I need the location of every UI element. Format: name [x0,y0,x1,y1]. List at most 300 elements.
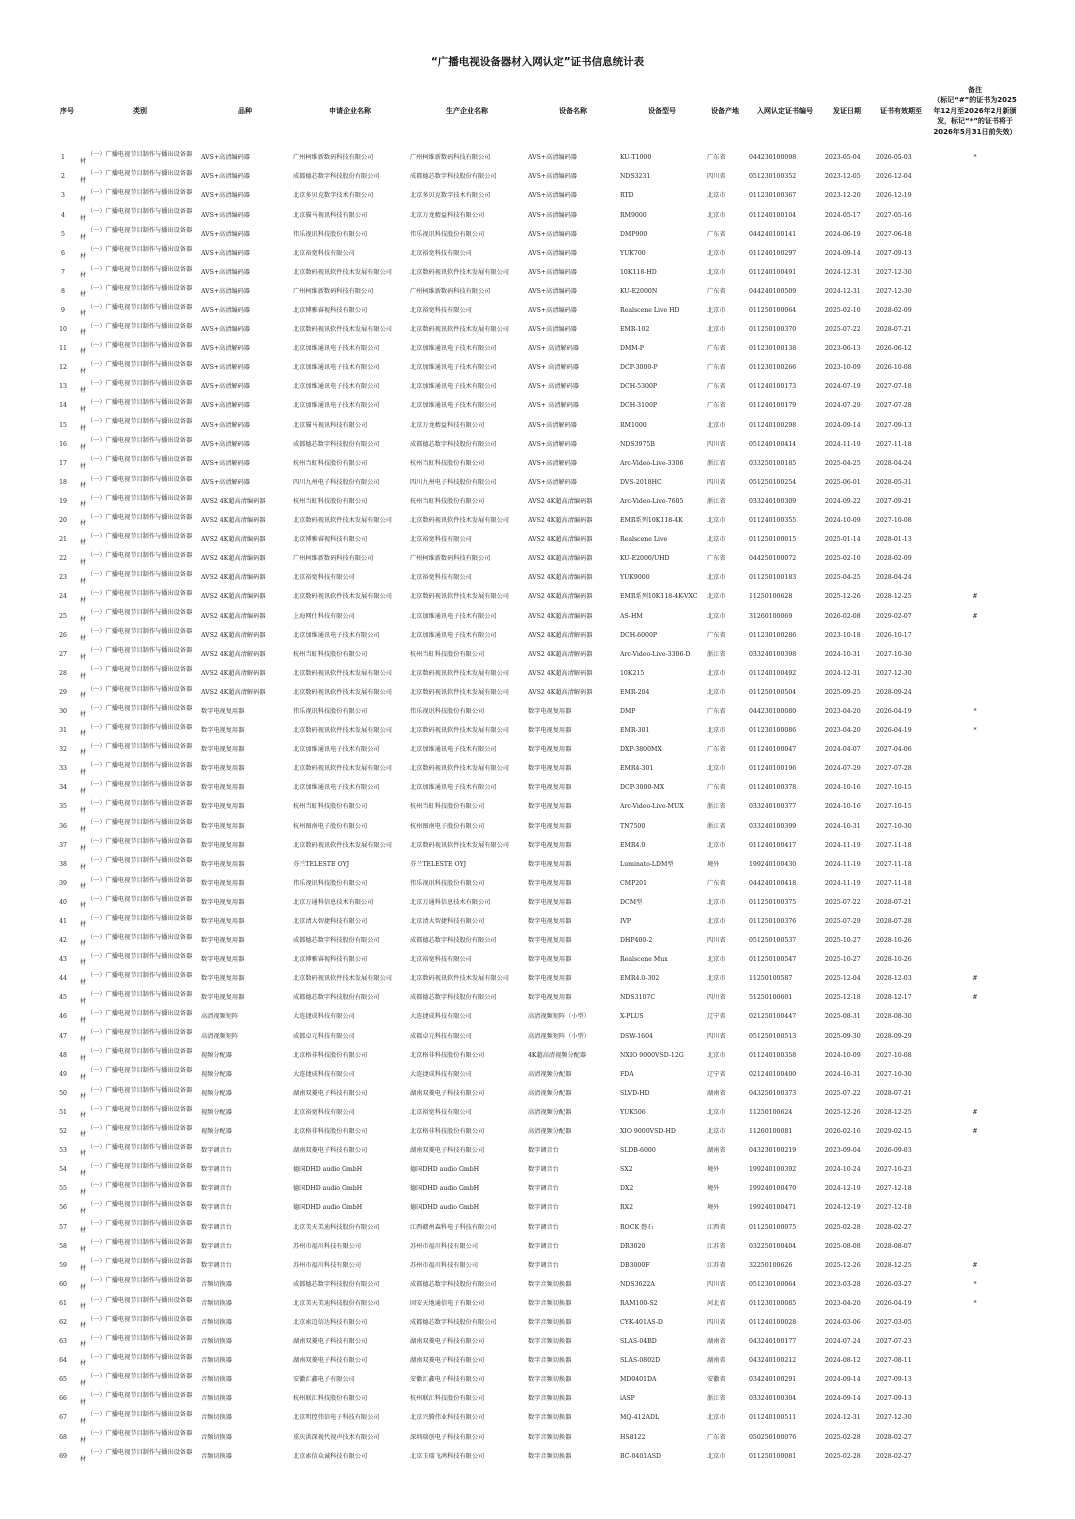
row-cert-no: 051250100513 [749,1032,797,1040]
table-row [0,168,1075,187]
row-device: AVS+高清编码器 [528,326,577,334]
row-device: AVS+ 高清解码器 [528,402,579,410]
header-no: 序号 [60,107,74,115]
row-issue-date: 2025-07-22 [825,1089,861,1097]
row-no: 37 [59,841,67,849]
row-applicant: 北京数码视讯软件技术发展有限公司 [293,727,392,735]
row-variety: AVS+高清编码器 [201,154,250,162]
table-row [0,607,1075,626]
row-origin: 广东省 [707,746,726,754]
row-variety: 音频切换器 [201,1452,232,1460]
row-category: （一）广播电视节目制作与播出设备器材 [80,895,193,910]
row-cert-no: 011250100183 [749,574,797,582]
row-device: 数字调音台 [528,1147,559,1155]
row-cert-no: 11250100624 [749,1108,793,1116]
table-row [0,340,1075,359]
row-device: 数字音频切换器 [528,1376,572,1384]
row-issue-date: 2025-12-18 [825,994,861,1002]
row-remark: # [972,1108,978,1116]
row-applicant: 大连捷成科技有限公司 [293,1070,355,1078]
row-origin: 辽宁省 [707,1013,726,1021]
row-model: DVS-2018HC [620,478,662,486]
row-model: NDS3622A [620,1280,655,1288]
row-issue-date: 2025-09-30 [825,1032,861,1040]
row-category: （一）广播电视节目制作与播出设备器材 [80,1029,193,1043]
row-variety: 视频分配器 [201,1108,232,1116]
row-no: 68 [59,1433,67,1441]
row-cert-no: 051230100064 [749,1280,797,1288]
row-model: DCH-6000P [620,631,658,639]
row-manufacturer: 北京数码视讯软件技术发展有限公司 [410,975,509,983]
table-row [0,244,1075,263]
row-origin: 北京市 [707,249,726,257]
row-category: （一）广播电视节目制作与播出设备器材 [80,1086,193,1101]
row-remark: # [972,1261,978,1269]
row-remark [930,875,1020,894]
row-origin: 广东省 [707,1433,726,1441]
row-variety: 数字调音台 [201,1242,232,1250]
row-expire-date: 2027-10-23 [876,1166,912,1174]
row-category: （一）广播电视节目制作与播出设备器材 [80,742,193,757]
row-device: 数字调音台 [528,1166,559,1174]
row-remark [930,1142,1020,1161]
row-model: XIO 9000VSD-HD [620,1128,676,1136]
table-row [0,1199,1075,1218]
row-model: DR3020 [620,1242,646,1250]
row-device: AVS2 4K超高清编码器 [528,574,593,582]
row-variety: AVS2 4K超高清解码器 [201,650,266,658]
row-cert-no: 043250100373 [749,1089,797,1097]
row-issue-date: 2025-07-22 [825,898,861,906]
row-model: CYK-401AS-D [620,1318,663,1326]
table-row [0,149,1075,168]
row-no: 5 [61,230,65,238]
row-manufacturer: 北京数码视讯软件技术发展有限公司 [410,517,509,525]
row-variety: 数字电视复用器 [201,994,245,1002]
table-row [0,1237,1075,1256]
row-expire-date: 2028-04-24 [876,574,912,582]
row-origin: 四川省 [707,994,726,1002]
row-model: SX2 [620,1166,633,1174]
row-category: （一）广播电视节目制作与播出设备器材 [80,246,193,261]
row-remark [930,779,1020,798]
row-remark [930,455,1020,474]
row-category: （一）广播电视节目制作与播出设备器材 [80,1315,193,1330]
row-applicant: 北京加维通讯电子技术有限公司 [293,402,380,410]
row-variety: 视频分配器 [201,1089,232,1097]
row-model: KU-E2000N [620,287,658,295]
row-model: EMR-102 [620,326,650,334]
row-category: （一）广播电视节目制作与播出设备器材 [80,723,193,738]
row-cert-no: 033240100398 [749,650,797,658]
row-device: AVS+ 高清解码器 [528,383,579,391]
row-issue-date: 2025-08-08 [825,1242,861,1250]
row-model: YUK9000 [620,574,650,582]
row-expire-date: 2027-11-18 [876,841,912,849]
table-row [0,1066,1075,1085]
row-variety: 数字电视复用器 [201,975,245,983]
row-model: Realscene Live HD [620,307,680,314]
table-row [0,1276,1075,1295]
table-row [0,225,1075,244]
row-origin: 北京市 [707,1051,726,1059]
row-manufacturer: 北京加维通讯电子技术有限公司 [410,784,497,792]
table-row [0,1409,1075,1428]
header-device: 设备名称 [559,107,587,115]
row-category: （一）广播电视节目制作与播出设备器材 [80,971,193,986]
row-expire-date: 2028-02-09 [876,307,912,314]
row-device: 高清视频分配器 [528,1128,572,1136]
row-applicant: 伟乐视讯科技股份有限公司 [293,230,368,238]
row-applicant: 北京加维通讯电子技术有限公司 [293,345,380,353]
row-category: （一）广播电视节目制作与播出设备器材 [80,1372,193,1387]
row-category: （一）广播电视节目制作与播出设备器材 [80,933,193,948]
row-issue-date: 2025-04-25 [825,574,861,582]
certificate-table [0,149,1075,1466]
row-remark [930,550,1020,569]
row-manufacturer: 苏州市福川科技有限公司 [410,1242,479,1250]
row-remark [930,168,1020,187]
row-remark [930,474,1020,493]
row-remark [930,1237,1020,1256]
row-expire-date: 2029-02-15 [876,1128,912,1136]
row-device: 数字音频切换器 [528,1299,572,1307]
row-cert-no: 034240100291 [749,1376,797,1384]
row-expire-date: 2028-01-13 [876,536,912,544]
row-device: 数字电视复用器 [528,803,572,811]
row-applicant: 广州柯维新数码科技有限公司 [293,555,374,563]
table-row [0,798,1075,817]
header-remark: 备注 （标记“#”的证书为2025年12月至2026年2月新颁发，标记“*”的证书将于2026年5月31日前失效） [933,85,1017,136]
row-variety: AVS+高清编码器 [201,249,250,257]
row-origin: 广东省 [707,402,726,410]
row-expire-date: 2027-10-15 [876,803,912,811]
row-expire-date: 2027-07-28 [876,765,912,773]
row-variety: AVS2 4K超高清编码器 [201,574,266,582]
row-cert-no: 199240100392 [749,1166,797,1174]
row-device: AVS+高清编码器 [528,173,577,181]
row-no: 19 [59,497,67,505]
row-cert-no: 011240100492 [749,669,797,677]
table-row [0,1218,1075,1237]
table-row [0,817,1075,836]
row-expire-date: 2028-02-27 [876,1223,912,1231]
row-variety: 数字调音台 [201,1223,232,1231]
row-remark [930,1085,1020,1104]
row-applicant: 北京格非科技股份有限公司 [293,1128,368,1136]
row-model: 10K118-HD [620,268,657,276]
row-remark [930,1046,1020,1065]
table-row [0,1008,1075,1027]
row-expire-date: 2028-08-07 [876,1242,912,1250]
row-manufacturer: 成都德芯数字科技股份有限公司 [410,937,497,945]
table-row [0,741,1075,760]
header-applicant: 申请企业名称 [329,107,371,115]
row-applicant: 北京裕宽科技有限公司 [293,249,355,257]
row-device: 数字调音台 [528,1242,559,1250]
table-row [0,378,1075,397]
row-expire-date: 2027-06-18 [876,230,912,238]
row-model: SLAS-0802D [620,1357,661,1365]
row-cert-no: 011240100355 [749,517,797,525]
row-model: Realscene Mux [620,956,668,964]
row-category: （一）广播电视节目制作与播出设备器材 [80,170,193,184]
row-manufacturer: 北京数码视讯软件技术发展有限公司 [410,727,509,735]
table-row [0,1256,1075,1275]
row-cert-no: 033240100377 [749,803,797,811]
row-no: 67 [59,1414,67,1422]
row-manufacturer: 固安天地通信电子有限公司 [410,1299,485,1307]
row-manufacturer: 北京兴腾伟业科技有限公司 [410,1414,485,1422]
row-model: ROCK 磐石 [620,1223,654,1231]
row-applicant: 北京多贝克数字技术有限公司 [293,192,374,200]
row-remark [930,741,1020,760]
row-variety: 音频切换器 [201,1433,232,1441]
row-no: 47 [59,1032,67,1040]
row-model: NDS3975B [620,440,655,448]
row-model: DX2 [620,1185,634,1193]
row-applicant: 德国DHD audio GmbH [293,1185,363,1193]
row-applicant: 芬兰TELESTE OYJ [293,860,350,868]
row-remark: * [973,154,977,162]
row-issue-date: 2025-02-28 [825,1223,861,1231]
table-row [0,302,1075,321]
row-no: 30 [59,707,67,715]
row-issue-date: 2023-04-20 [825,1299,861,1307]
row-expire-date: 2026-06-12 [876,345,912,353]
row-device: AVS2 4K超高清解码器 [528,688,593,696]
row-category: （一）广播电视节目制作与播出设备器材 [80,819,193,833]
row-issue-date: 2024-07-29 [825,765,861,773]
row-origin: 四川省 [707,440,726,448]
row-model: TN7500 [620,822,646,830]
row-device: 数字电视复用器 [528,975,572,983]
row-origin: 湖南省 [707,1089,726,1097]
row-origin: 广东省 [707,631,726,639]
row-remark: * [973,707,977,715]
row-cert-no: 043240100212 [749,1357,797,1365]
table-row [0,1085,1075,1104]
row-device: AVS+高清编码器 [528,307,577,314]
row-no: 36 [59,822,67,830]
row-cert-no: 043240100177 [749,1338,797,1346]
row-cert-no: 011240100298 [749,421,797,429]
table-row [0,684,1075,703]
row-category: （一）广播电视节目制作与播出设备器材 [80,208,193,222]
row-device: 数字音频切换器 [528,1452,572,1460]
row-manufacturer: 北京加维通讯电子技术有限公司 [410,746,497,754]
row-model: Arc-Video-Live-MUX [620,803,684,811]
row-issue-date: 2024-10-31 [825,650,861,658]
row-no: 18 [59,478,67,486]
table-row [0,397,1075,416]
row-expire-date: 2027-08-11 [876,1357,912,1365]
row-no: 16 [59,440,67,448]
row-variety: 数字电视复用器 [201,707,245,715]
row-category: （一）广播电视节目制作与播出设备器材 [80,781,193,795]
header-model: 设备型号 [648,107,676,115]
row-device: 数字电视复用器 [528,994,572,1002]
row-device: AVS+高清编码器 [528,154,577,162]
row-expire-date: 2028-05-31 [876,478,912,486]
row-category: （一）广播电视节目制作与播出设备器材 [80,1296,193,1311]
row-manufacturer: 湖南双菱电子科技有限公司 [410,1357,485,1365]
row-expire-date: 2027-09-13 [876,249,912,257]
row-origin: 北京市 [707,765,726,773]
row-remark [930,531,1020,550]
row-remark: * [973,727,977,735]
table-row [0,970,1075,989]
row-category: （一）广播电视节目制作与播出设备器材 [80,551,193,566]
row-remark [930,817,1020,836]
row-variety: AVS+高清解码器 [201,364,250,372]
table-row [0,855,1075,874]
row-device: AVS+高清解码器 [528,478,577,486]
row-manufacturer: 大连捷成科技有限公司 [410,1013,472,1021]
row-issue-date: 2025-10-27 [825,937,861,945]
row-model: RM1000 [620,421,647,429]
row-variety: 数字电视复用器 [201,746,245,754]
row-category: （一）广播电视节目制作与播出设备器材 [80,571,193,585]
row-remark [930,416,1020,435]
table-row [0,264,1075,283]
row-expire-date: 2028-12-25 [876,593,912,601]
row-model: EMR系列10K118-4K-VXC [620,593,698,601]
row-applicant: 湖南双菱电子科技有限公司 [293,1147,368,1155]
row-issue-date: 2025-07-22 [825,326,861,334]
row-no: 56 [59,1204,67,1212]
row-category: （一）广播电视节目制作与播出设备器材 [80,914,193,929]
table-row [0,1314,1075,1333]
header-manufacturer: 生产企业名称 [446,107,488,115]
row-variety: AVS2 4K超高清编码器 [201,517,266,525]
row-manufacturer: 成都德芯数字科技股份有限公司 [410,1280,497,1288]
row-manufacturer: 北京万龙精益科技有限公司 [410,211,485,219]
row-model: DMP900 [620,230,648,238]
row-category: （一）广播电视节目制作与播出设备器材 [80,399,193,413]
row-issue-date: 2024-10-16 [825,784,861,792]
row-variety: AVS2 4K超高清解码器 [201,631,266,639]
row-expire-date: 2027-10-30 [876,1070,912,1078]
row-issue-date: 2024-11-19 [825,879,861,887]
row-issue-date: 2025-02-28 [825,1452,861,1460]
row-cert-no: 011240100173 [749,383,797,391]
row-variety: 音频切换器 [201,1318,232,1326]
row-issue-date: 2024-11-19 [825,860,861,868]
row-cert-no: 011240100104 [749,211,797,219]
row-cert-no: 011240100179 [749,402,797,410]
row-remark: # [972,975,978,983]
row-device: 数字调音台 [528,1223,559,1231]
table-row [0,1295,1075,1314]
row-variety: AVS2 4K超高清编码器 [201,536,266,544]
row-manufacturer: 北京裕宽科技有限公司 [410,574,472,582]
row-applicant: 苏州市福川科技有限公司 [293,1261,362,1269]
row-remark [930,1218,1020,1237]
row-no: 23 [59,574,67,582]
row-applicant: 北京数码视讯软件技术发展有限公司 [293,593,392,601]
table-row [0,531,1075,550]
row-expire-date: 2026-04-19 [876,727,912,735]
row-remark [930,225,1020,244]
row-cert-no: 011230100286 [749,631,797,639]
row-no: 60 [59,1280,67,1288]
row-device: 数字音频切换器 [528,1395,572,1403]
row-expire-date: 2027-03-05 [876,1318,912,1326]
row-category: （一）广播电视节目制作与播出设备器材 [80,704,193,719]
row-origin: 北京市 [707,536,726,544]
row-category: （一）广播电视节目制作与播出设备器材 [80,303,193,318]
row-origin: 四川省 [707,937,726,945]
row-model: SLDB-6000 [620,1147,656,1155]
row-category: （一）广播电视节目制作与播出设备器材 [80,685,193,700]
row-issue-date: 2024-08-12 [825,1357,861,1365]
row-origin: 北京市 [707,1108,726,1116]
row-category: （一）广播电视节目制作与播出设备器材 [80,189,193,203]
row-applicant: 北京裕宽科技有限公司 [293,1108,355,1116]
row-issue-date: 2025-12-04 [825,975,861,983]
row-issue-date: 2023-03-28 [825,1280,861,1288]
row-issue-date: 2025-12-26 [825,1261,861,1269]
row-cert-no: 043230100219 [749,1147,797,1155]
row-applicant: 北京数码视讯软件技术发展有限公司 [293,517,392,525]
row-issue-date: 2024-07-19 [825,383,861,391]
row-remark [930,397,1020,416]
row-cert-no: 011230100266 [749,364,797,372]
row-manufacturer: 成都德芯数字科技股份有限公司 [410,173,497,181]
row-no: 6 [61,249,65,257]
row-device: 数字音频切换器 [528,1280,572,1288]
row-device: 数字电视复用器 [528,746,572,754]
row-manufacturer: 杭州当虹科技股份有限公司 [410,650,485,658]
row-model: SLVD-HD [620,1089,650,1097]
row-applicant: 成都卓元科技有限公司 [293,1032,355,1040]
table-row [0,1027,1075,1046]
row-applicant: 北京数码视讯软件技术发展有限公司 [293,765,392,773]
table-row [0,1352,1075,1371]
row-issue-date: 2025-02-10 [825,307,861,314]
row-cert-no: 044230100098 [749,154,797,162]
row-remark [930,1180,1020,1199]
row-variety: 数字电视复用器 [201,860,245,868]
row-applicant: 杭州联汇科技股份有限公司 [293,1395,368,1403]
row-model: EMR4.0 [620,841,646,849]
row-applicant: 杭州当虹科技股份有限公司 [293,803,368,811]
row-expire-date: 2026-04-19 [876,707,912,715]
table-row [0,493,1075,512]
row-manufacturer: 北京数码视讯软件技术发展有限公司 [410,268,509,276]
row-origin: 北京市 [707,307,726,314]
row-applicant: 北京加维通讯电子技术有限公司 [293,784,380,792]
row-remark [930,626,1020,645]
row-manufacturer: 杭州当虹科技股份有限公司 [410,459,485,467]
row-manufacturer: 杭州联汇科技股份有限公司 [410,1395,485,1403]
table-row [0,645,1075,664]
row-device: AVS+高清编码器 [528,268,577,276]
row-remark [930,913,1020,932]
row-cert-no: 011230100138 [749,345,797,353]
row-origin: 北京市 [707,1452,726,1460]
row-remark [930,1409,1020,1428]
row-manufacturer: 杭州当虹科技股份有限公司 [410,803,485,811]
row-model: Realscene Live [620,536,668,544]
row-remark [930,206,1020,225]
row-cert-no: 51250100601 [749,994,793,1002]
row-variety: 数字调音台 [201,1204,232,1212]
row-no: 15 [59,421,67,429]
row-applicant: 苏州市福川科技有限公司 [293,1242,362,1250]
row-origin: 广东省 [707,383,726,391]
